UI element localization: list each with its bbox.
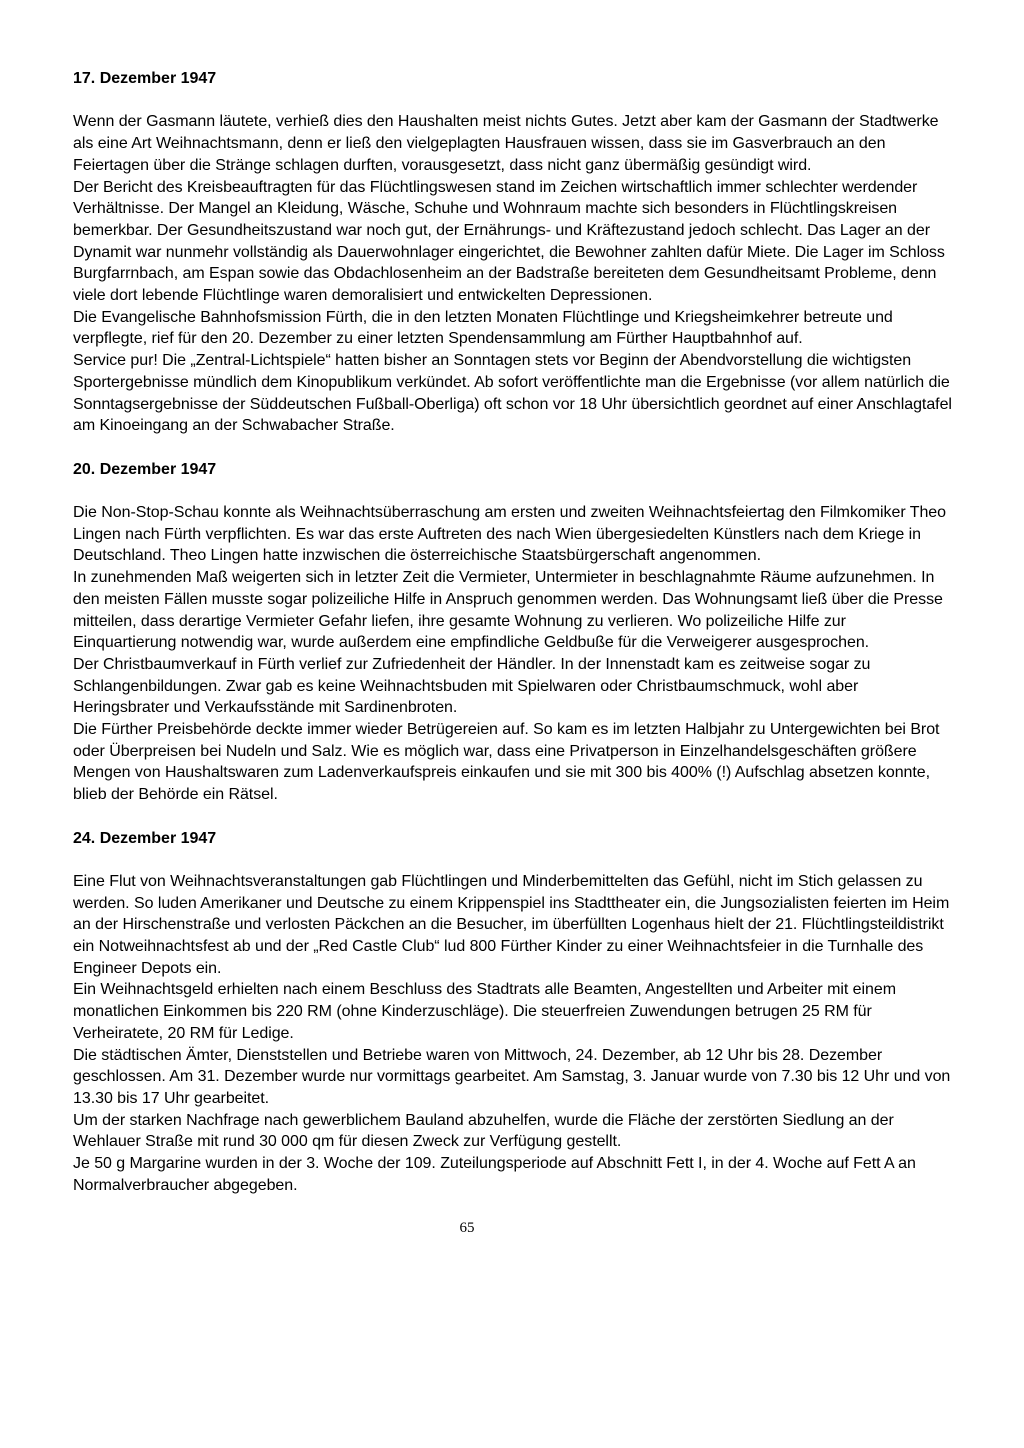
paragraph: Der Bericht des Kreisbeauftragten für das Flüchtlingswesen stand im Zeichen wirtschaftlich immer schlechter werdender Verhältnisse. Der Mangel an Kleidung, Wäsche, Schuhe und Wohnraum machte sich besonders in Flüchtlingskreisen bemerkbar. Der Gesundheitszustand war noch gut, der Ernährungs- und Kräftezustand jedoch schlecht. Das Lager an der Dynamit war nunmehr vollständig als Dauerwohnlager eingerichtet, die Bewohner zahlten dafür Miete. Die Lager im Schloss Burgfarrnbach, am Espan sowie das Obdachlosenheim an der Badstraße bereiteten dem Gesundheitsamt Probleme, denn viele dort lebende Flüchtlinge waren demoralisiert und entwickelten Depressionen. <box>73 178 945 305</box>
section-heading: 24. Dezember 1947 <box>73 829 217 847</box>
paragraph: Je 50 g Margarine wurden in der 3. Woche der 109. Zuteilungsperiode auf Abschnitt Fett I, in der 4. Woche auf Fett A an Normalverbraucher abgegeben. <box>73 1155 916 1194</box>
paragraph: In zunehmenden Maß weigerten sich in letzter Zeit die Vermieter, Untermieter in beschlagnahmte Räume aufzunehmen. In den meisten Fällen musste sogar polizeiliche Hilfe in Anspruch genommen werden. Das Wohnungsamt ließ über die Presse mitteilen, dass derartige Vermieter Gefahr liefen, ihre gesamte Wohnung zu verlieren. Wo polizeiliche Hilfe zur Einquartierung notwendig war, wurde außerdem eine empfindliche Geldbuße für die Verweigerer ausgesprochen. <box>73 569 943 652</box>
paragraph: Die Evangelische Bahnhofsmission Fürth, die in den letzten Monaten Flüchtlinge und Kriegsheimkehrer betreute und verpflegte, rief für den 20. Dezember zu einer letzten Spendensammlung am Fürther Hauptbahnhof auf. <box>73 308 893 348</box>
paragraph: Wenn der Gasmann läutete, verhieß dies den Haushalten meist nichts Gutes. Jetzt aber kam der Gasmann der Stadtwerke als eine Art Weihnachtsmann, denn er ließ den vielgeplagten Hausfrauen wissen, dass sie im Gasverbrauch an den Feiertagen über die Stränge schlagen durften, vorausgesetzt, dass nicht ganz übermäßig gesündigt wird. <box>73 113 939 174</box>
section-20-dezember-1947 <box>73 459 953 806</box>
paragraph: Service pur! Die „Zentral-Lichtspiele“ hatten bisher an Sonntagen stets vor Beginn der Abendvorstellung die wichtigsten Sportergebnisse mündlich dem Kinopublikum verkündet. Ab sofort veröffentlichte man die Ergebnisse (vor allem natürlich die Sonntagsergebnisse der Süddeutschen Fußball-Oberliga) oft schon vor 18 Uhr übersichtlich geordnet auf einer Anschlagtafel am Kinoeingang an der Schwabacher Straße. <box>73 352 952 435</box>
section-17-dezember-1947 <box>73 68 953 437</box>
paragraph: Der Christbaumverkauf in Fürth verlief zur Zufriedenheit der Händler. In der Innenstadt kam es zeitweise sogar zu Schlangenbildungen. Zwar gab es keine Weihnachtsbuden mit Spielwaren oder Christbaumschmuck, wohl aber Heringsbrater und Verkaufsstände mit Sardinenbroten. <box>73 655 871 717</box>
section-heading: 17. Dezember 1947 <box>73 70 217 87</box>
page-number: 65 <box>459 1220 475 1237</box>
paragraph: Die Non-Stop-Schau konnte als Weihnachtsüberraschung am ersten und zweiten Weihnachtsfeiertag den Filmkomiker Theo Lingen nach Fürth verpflichten. Es war das erste Auftreten des nach Wien übergesiedelten Künstlers nach dem Kriege in Deutschland. Theo Lingen hatte inzwischen die österreichische Staatsbürgerschaft angenommen. <box>73 504 946 565</box>
paragraph: Die Fürther Preisbehörde deckte immer wieder Betrügereien auf. So kam es im letzten Halbjahr zu Untergewichten bei Brot oder Überpreisen bei Nudeln und Salz. Wie es möglich war, dass eine Privatperson in Einzelhandelsgeschäften größere Mengen von Haushaltswaren zum Ladenverkaufspreis einkaufen und sie mit 300 bis 400% (!) Aufschlag absetzen konnte, blieb der Behörde ein Rätsel. <box>73 721 940 804</box>
section-heading: 20. Dezember 1947 <box>73 460 217 478</box>
paragraph: Eine Flut von Weihnachtsveranstaltungen gab Flüchtlingen und Minderbemittelten das Gefühl, nicht im Stich gelassen zu werden. So luden Amerikaner und Deutsche zu einem Krippenspiel ins Stadttheater ein, die Jungsozialisten feierten im Heim an der Hirschenstraße und verlosten Päckchen an die Besucher, im überfüllten Logenhaus hielt der 21. Flüchtlingsteildistrikt ein Notweihnachtsfest ab und der „Red Castle Club“ lud 800 Fürther Kinder zu einer Weihnachtsfeier in die Turnhalle des Engineer Depots ein. <box>73 872 950 977</box>
paragraph: Die städtischen Ämter, Dienststellen und Betriebe waren von Mittwoch, 24. Dezember, ab 12 Uhr bis 28. Dezember geschlossen. Am 31. Dezember wurde nur vormittags gearbeitet. Am Samstag, 3. Januar wurde von 7.30 bis 12 Uhr und von 13.30 bis 17 Uhr gearbeitet. <box>73 1046 951 1107</box>
paragraph: Um der starken Nachfrage nach gewerblichem Bauland abzuhelfen, wurde die Fläche der zerstörten Siedlung an der Wehlauer Straße mit rund 30 000 qm für diesen Zweck zur Verfügung gestellt. <box>73 1111 894 1151</box>
section-24-dezember-1947 <box>73 828 953 1197</box>
paragraph: Ein Weihnachtsgeld erhielten nach einem Beschluss des Stadtrats alle Beamten, Angestellten und Arbeiter mit einem monatlichen Einkommen bis 220 RM (ohne Kinderzuschläge). Die steuerfreien Zuwendungen betrugen 25 RM für Verheiratete, 20 RM für Ledige. <box>73 981 896 1042</box>
